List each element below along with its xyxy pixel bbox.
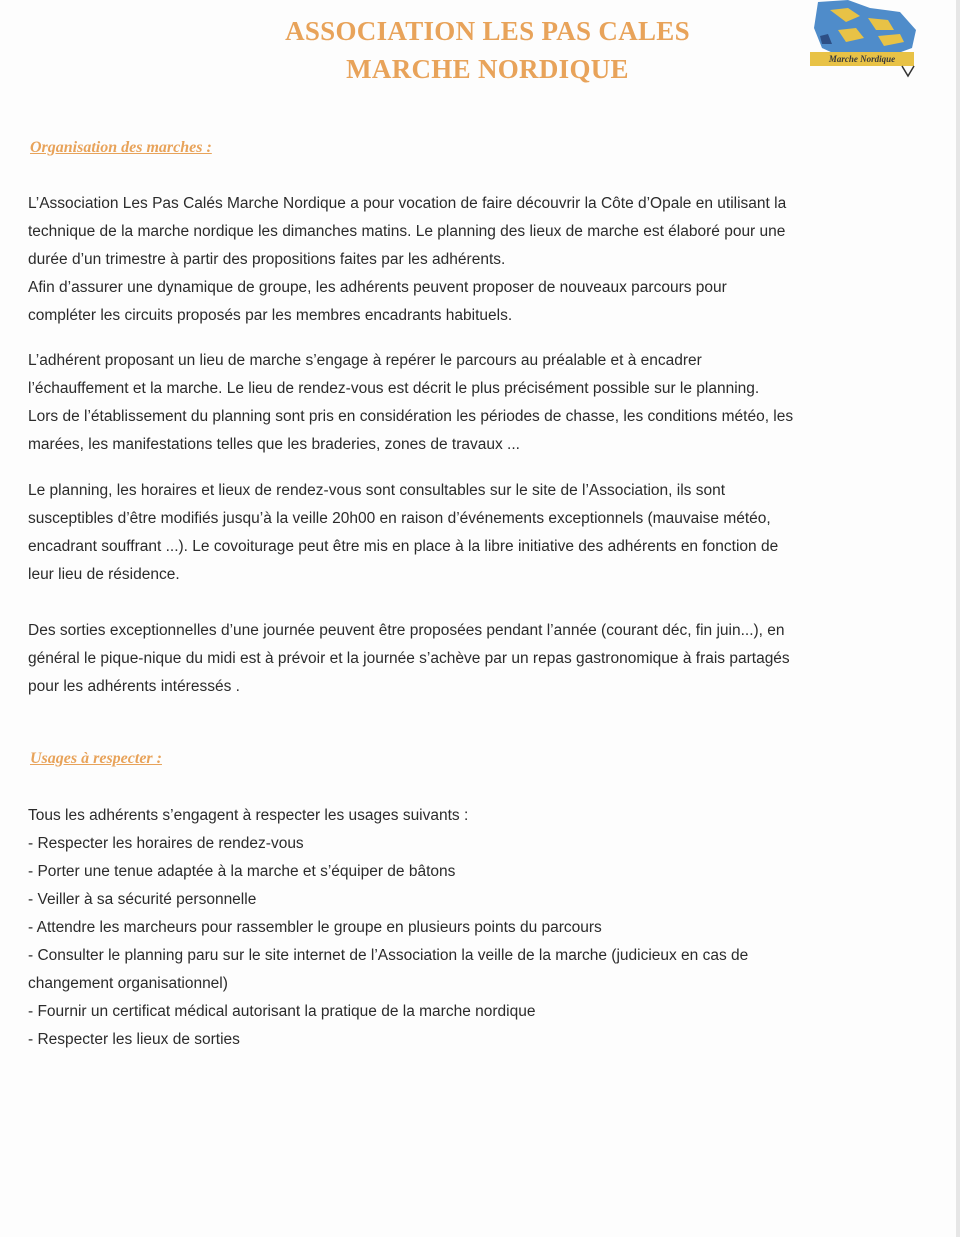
list-item: changement organisationnel)	[28, 975, 228, 992]
paragraph-vocation	[28, 190, 933, 330]
list-item: - Consulter le planning paru sur le site internet de l’Association la veille de la marche (judicieux en cas de	[28, 947, 749, 964]
paragraph-sorties	[28, 617, 933, 701]
list-item: - Porter une tenue adaptée à la marche et s’équiper de bâtons	[28, 863, 456, 880]
text-line: Des sorties exceptionnelles d’une journée peuvent être proposées pendant l’année (courant déc, fin juin...), en	[28, 622, 785, 639]
list-item: - Attendre les marcheurs pour rassembler le groupe en plusieurs points du parcours	[28, 919, 602, 936]
text-line: marées, les manifestations telles que les braderies, zones de travaux ...	[28, 436, 520, 453]
logo-label: Marche Nordique	[828, 54, 896, 64]
paragraph-adherent	[28, 347, 933, 459]
text-line: leur lieu de résidence.	[28, 566, 180, 583]
text-line: technique de la marche nordique les dimanches matins. Le planning des lieux de marche est élaboré pour une	[28, 223, 786, 240]
page-subtitle: MARCHE NORDIQUE	[346, 54, 629, 84]
paragraph-usages-intro	[28, 802, 933, 830]
text-line: L’adhérent proposant un lieu de marche s’engage à repérer le parcours au préalable et à encadrer	[28, 352, 702, 369]
paragraph-planning	[28, 477, 933, 589]
section-title-usages: Usages à respecter :	[30, 750, 162, 767]
page-title: ASSOCIATION LES PAS CALES	[285, 16, 690, 46]
text-line: compléter les circuits proposés par les membres encadrants habituels.	[28, 307, 513, 324]
list-item: - Fournir un certificat médical autorisant la pratique de la marche nordique	[28, 1003, 536, 1020]
text-line: encadrant souffrant ...). Le covoiturage peut être mis en place à la libre initiative des adhérents en fonction de	[28, 538, 779, 555]
text-line: pour les adhérents intéressés .	[28, 678, 240, 695]
text-line: susceptibles d’être modifiés jusqu’à la veille 20h00 en raison d’événements exceptionnels (mauvaise météo,	[28, 510, 771, 527]
text-line: Tous les adhérents s’engagent à respecter les usages suivants :	[28, 807, 469, 824]
text-line: Le planning, les horaires et lieux de rendez-vous sont consultables sur le site de l’Association, ils sont	[28, 482, 726, 499]
list-item: - Respecter les horaires de rendez-vous	[28, 835, 304, 852]
text-line: Afin d’assurer une dynamique de groupe, les adhérents peuvent proposer de nouveaux parcours pour	[28, 279, 727, 296]
association-logo	[808, 0, 920, 80]
text-line: durée d’un trimestre à partir des propositions faites par les adhérents.	[28, 251, 506, 268]
text-line: général le pique-nique du midi est à prévoir et la journée s’achève par un repas gastronomique à frais partagés	[28, 650, 790, 667]
usages-list	[28, 830, 933, 1054]
text-line: Lors de l’établissement du planning sont pris en considération les périodes de chasse, les conditions météo, les	[28, 408, 794, 425]
list-item: - Respecter les lieux de sorties	[28, 1031, 240, 1048]
list-item: - Veiller à sa sécurité personnelle	[28, 891, 257, 908]
page-edge	[956, 0, 960, 1237]
text-line: L’Association Les Pas Calés Marche Nordique a pour vocation de faire découvrir la Côte d’Opale en utilisant la	[28, 195, 787, 212]
section-title-organisation: Organisation des marches :	[30, 139, 212, 156]
text-line: l’échauffement et la marche. Le lieu de rendez-vous est décrit le plus précisément possible sur le planning.	[28, 380, 760, 397]
